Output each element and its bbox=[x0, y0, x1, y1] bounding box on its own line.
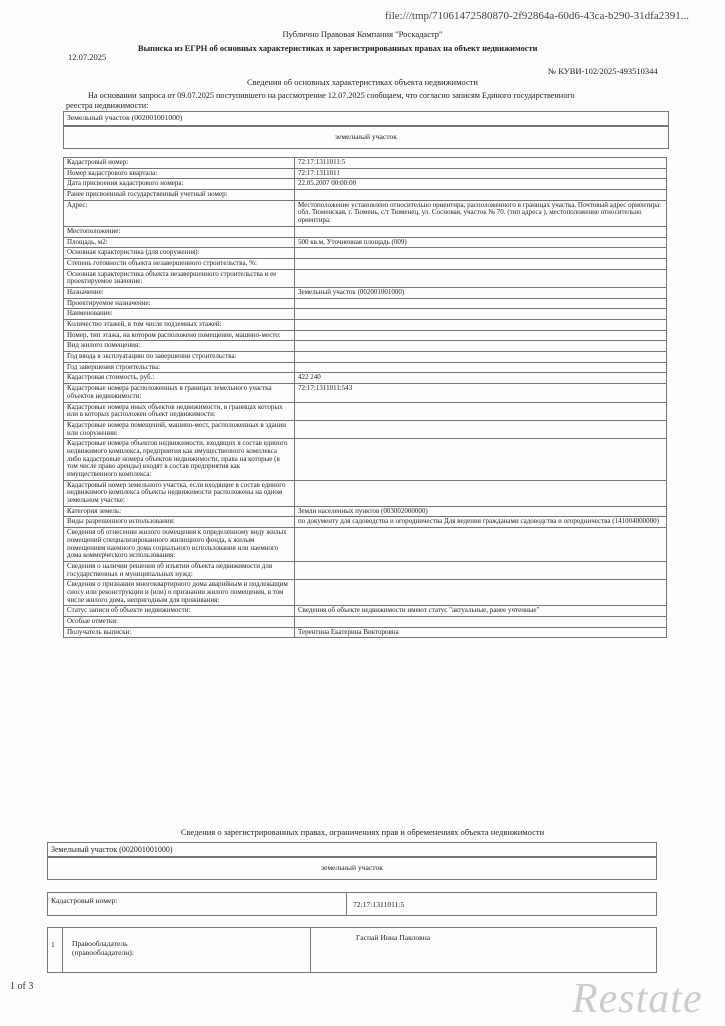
characteristic-row bbox=[64, 158, 667, 169]
characteristic-label: Кадастровые номера иных объектов недвижимости, в границах которых или в которых расположен объект недвижимости: bbox=[64, 402, 295, 420]
characteristic-row bbox=[64, 298, 667, 309]
characteristic-row bbox=[64, 269, 667, 287]
characteristic-value bbox=[294, 309, 666, 320]
rights-row-number: 1 bbox=[51, 940, 55, 949]
characteristic-value bbox=[294, 528, 666, 562]
characteristic-value: Сведения об объекте недвижимости имеют статус "актуальные, ранее учтенные" bbox=[294, 606, 666, 617]
object-type-name: земельный участок bbox=[335, 132, 397, 141]
characteristic-value: 72:17:1311011:543 bbox=[294, 384, 666, 402]
characteristic-label: Дата присвоения кадастрового номера: bbox=[64, 179, 295, 190]
characteristic-row bbox=[64, 384, 667, 402]
characteristic-row bbox=[64, 226, 667, 237]
characteristic-label: Количество этажей, в том числе подземных этажей: bbox=[64, 320, 295, 331]
characteristic-label: Сведения об отнесении жилого помещения к определенному виду жилых помещений специализированного жилищного фонда, к жилым помещениям наемного дома социального использования или наемного дома коммерческого использования: bbox=[64, 528, 295, 562]
characteristic-value bbox=[294, 190, 666, 201]
characteristic-value bbox=[294, 320, 666, 331]
characteristic-row bbox=[64, 168, 667, 179]
rights-cad-divider bbox=[346, 893, 347, 915]
characteristic-value: Земельный участок (002001001000) bbox=[294, 287, 666, 298]
characteristic-value: Земли населенных пунктов (003002000000) bbox=[294, 506, 666, 517]
characteristic-value bbox=[294, 269, 666, 287]
characteristic-value bbox=[294, 226, 666, 237]
characteristic-value: 72:17:1311011:5 bbox=[294, 158, 666, 169]
characteristic-row bbox=[64, 506, 667, 517]
characteristic-row bbox=[64, 309, 667, 320]
characteristic-label: Площадь, м2: bbox=[64, 237, 295, 248]
characteristic-row bbox=[64, 561, 667, 579]
characteristic-label: Проектируемое назначение: bbox=[64, 298, 295, 309]
characteristic-value bbox=[294, 362, 666, 373]
characteristic-value bbox=[294, 298, 666, 309]
characteristic-value bbox=[294, 561, 666, 579]
characteristic-row bbox=[64, 352, 667, 363]
characteristic-row bbox=[64, 341, 667, 352]
rights-holder-value: Гаспай Инна Павловна bbox=[356, 933, 431, 942]
characteristic-value: 22.05.2007 00:00:00 bbox=[294, 179, 666, 190]
characteristic-value: 72:17:1311011 bbox=[294, 168, 666, 179]
characteristic-value bbox=[294, 258, 666, 269]
characteristic-value bbox=[294, 352, 666, 363]
characteristic-label: Сведения о наличии решения об изъятии объекта недвижимости для государственных и муниципальных нужд: bbox=[64, 561, 295, 579]
rights-num-divider bbox=[62, 928, 63, 972]
characteristic-label: Статус записи об объекте недвижимости: bbox=[64, 606, 295, 617]
watermark-logo: Restate bbox=[572, 976, 703, 1022]
characteristic-row bbox=[64, 617, 667, 628]
characteristic-label: Год ввода в эксплуатацию по завершении строительства: bbox=[64, 352, 295, 363]
characteristic-label: Основная характеристика объекта незавершенного строительства и ее проектируемое значение: bbox=[64, 269, 295, 287]
object-type-label: Земельный участок (002001001000) bbox=[67, 113, 183, 122]
characteristic-row bbox=[64, 258, 667, 269]
characteristic-label: Сведения о признании многоквартирного дома аварийным и подлежащим сносу или реконструкции и (или) о признании жилого помещения, в том числе жилого дома, непригодным для проживания: bbox=[64, 580, 295, 606]
intro-line-1: На основании запроса от 09.07.2025 поступившего на рассмотрение 12.07.2025 сообщаем, что согласно записям Единого государственного bbox=[88, 91, 575, 100]
characteristic-value: Местоположение установлено относительно ориентира, расположенного в границах участка. Почтовый адрес ориентира: обл. Тюменская, г. Тюмень, с/т Тюменец, ул. Сосновая, участок № 70. (тип адреса ), местоположение относительно ориентира: bbox=[294, 200, 666, 226]
characteristic-label: Виды разрешенного использования: bbox=[64, 517, 295, 528]
characteristic-label: Местоположение: bbox=[64, 226, 295, 237]
characteristic-label: Категория земель: bbox=[64, 506, 295, 517]
characteristic-row bbox=[64, 190, 667, 201]
rights-type-name-box bbox=[47, 856, 657, 880]
characteristic-row bbox=[64, 248, 667, 259]
intro-line-2: реестра недвижимости: bbox=[66, 101, 149, 110]
file-url: file:///tmp/71061472580870-2f92864a-60d6-43ca-b290-31dfa2391... bbox=[385, 10, 689, 22]
characteristic-row bbox=[64, 320, 667, 331]
document-date: 12.07.2025 bbox=[68, 52, 107, 62]
characteristic-row bbox=[64, 287, 667, 298]
characteristic-label: Кадастровый номер земельного участка, если входящие в состав единого недвижимого комплекса объекты недвижимости расположены на одном земельном участке: bbox=[64, 480, 295, 506]
characteristic-value bbox=[294, 248, 666, 259]
characteristic-row bbox=[64, 179, 667, 190]
characteristic-label: Номер кадастрового квартала: bbox=[64, 168, 295, 179]
document-title: Выписка из ЕГРН об основных характеристиках и зарегистрированных правах на объект недвижимости bbox=[138, 44, 538, 53]
characteristic-label: Основная характеристика (для сооружения): bbox=[64, 248, 295, 259]
characteristic-value bbox=[294, 330, 666, 341]
page-indicator: 1 of 3 bbox=[10, 981, 34, 992]
characteristic-value: Терентина Екатерина Викторовна bbox=[294, 627, 666, 638]
characteristic-label: Год завершения строительства: bbox=[64, 362, 295, 373]
characteristic-value bbox=[294, 402, 666, 420]
characteristic-label: Назначение: bbox=[64, 287, 295, 298]
rights-holder-box bbox=[47, 927, 657, 973]
characteristic-value: 422 240 bbox=[294, 373, 666, 384]
characteristic-row bbox=[64, 200, 667, 226]
characteristic-row bbox=[64, 373, 667, 384]
rights-cad-label: Кадастровый номер: bbox=[51, 896, 118, 905]
characteristic-label: Ранее присвоенный государственный учетный номер: bbox=[64, 190, 295, 201]
rights-type-name: земельный участок bbox=[321, 863, 383, 872]
characteristic-value bbox=[294, 439, 666, 480]
characteristic-row bbox=[64, 362, 667, 373]
characteristic-row bbox=[64, 580, 667, 606]
characteristic-row bbox=[64, 237, 667, 248]
characteristic-row bbox=[64, 517, 667, 528]
characteristic-label: Получатель выписки: bbox=[64, 627, 295, 638]
characteristic-value bbox=[294, 341, 666, 352]
characteristic-value bbox=[294, 580, 666, 606]
characteristic-label: Адрес: bbox=[64, 200, 295, 226]
characteristic-row bbox=[64, 439, 667, 480]
rights-cad-value: 72:17:1311011:5 bbox=[353, 900, 405, 909]
characteristic-label: Номер, тип этажа, на котором расположено помещение, машино-место: bbox=[64, 330, 295, 341]
characteristic-label: Кадастровые номера расположенных в границах земельного участка объектов недвижимости: bbox=[64, 384, 295, 402]
characteristic-value bbox=[294, 617, 666, 628]
document-number: № КУВИ-102/2025-493510344 bbox=[548, 66, 658, 76]
company-name: Публично Правовая Компания "Роскадастр" bbox=[282, 29, 443, 39]
characteristic-value bbox=[294, 480, 666, 506]
characteristic-label: Наименование: bbox=[64, 309, 295, 320]
rights-holder-label: Правообладатель (правообладатели): bbox=[72, 939, 134, 957]
characteristic-label: Особые отметки: bbox=[64, 617, 295, 628]
characteristic-label: Степень готовности объекта незавершенного строительства, %: bbox=[64, 258, 295, 269]
object-type-name-box bbox=[63, 125, 669, 149]
rights-type-label: Земельный участок (002001001000) bbox=[51, 845, 173, 854]
characteristic-row bbox=[64, 420, 667, 438]
characteristics-table-body bbox=[64, 158, 667, 638]
characteristic-value: по документу для садоводства и огородничества Для ведения гражданами садоводства и огородничества (141004000000) bbox=[294, 517, 666, 528]
characteristic-label: Кадастровый номер: bbox=[64, 158, 295, 169]
characteristic-row bbox=[64, 330, 667, 341]
characteristic-label: Кадастровые номера помещений, машино-мест, расположенных в здании или сооружении: bbox=[64, 420, 295, 438]
characteristic-row bbox=[64, 606, 667, 617]
characteristic-label: Кадастровые номера объектов недвижимости, входящих в состав единого недвижимого комплекса, предприятия как имущественного комплекса либо кадастровые номера объектов недвижимости, права на которые (в том числе право аренды) входят в состав предприятия как имущественного комплекса: bbox=[64, 439, 295, 480]
characteristic-row bbox=[64, 402, 667, 420]
characteristic-label: Кадастровая стоимость, руб.: bbox=[64, 373, 295, 384]
characteristic-value bbox=[294, 420, 666, 438]
characteristic-row bbox=[64, 480, 667, 506]
characteristic-row bbox=[64, 528, 667, 562]
characteristic-label: Вид жилого помещения: bbox=[64, 341, 295, 352]
characteristic-row bbox=[64, 627, 667, 638]
rights-section-title: Сведения о зарегистрированных правах, ограничениях прав и обременениях объекта недвижимости bbox=[180, 827, 545, 837]
characteristics-table bbox=[63, 157, 667, 638]
characteristic-value: 500 кв.м, Уточненная площадь (009) bbox=[294, 237, 666, 248]
rights-holder-divider bbox=[310, 928, 311, 972]
rights-cad-box bbox=[47, 892, 657, 916]
section-title: Сведения об основных характеристиках объекта недвижимости bbox=[247, 77, 478, 87]
